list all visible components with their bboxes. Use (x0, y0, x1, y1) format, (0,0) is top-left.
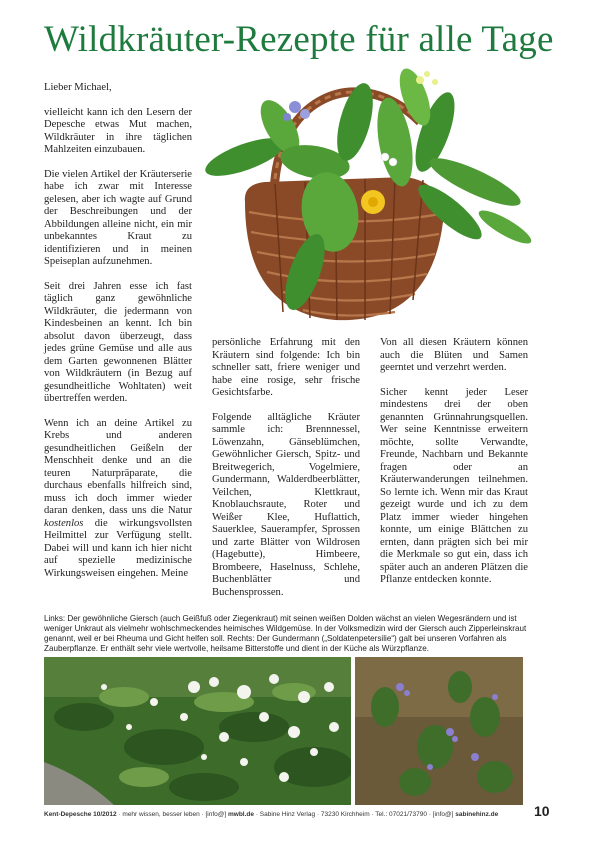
website-link[interactable]: sabinehinz.de (455, 811, 499, 818)
paragraph: Seit drei Jahren esse ich fast täglich ganz gewöhnliche Wildkräuter, die jedermann von Kindesbeinen an kennt. Ich bin absolut davon überzeugt, dass jedes grüne Gemüse und alle aus dem Garten gewonnenen Blätter von Wildkräutern (in Bezug auf gesundheitliche Wohltaten) weit übertreffen werden. (44, 280, 192, 404)
paragraph: Sicher kennt jeder Leser mindestens drei der oben genannten Grünnahrungsquellen. Wer seine Kenntnisse erweitern möchte, sollte Verwandte, Freunde, Nachbarn und Bekannte fragen oder an Kräuterwanderungen teilnehmen. So lernte ich. Wenn mir das Kraut gezeigt wurde und ich zu dem Platz immer wieder hingehen konnte, um einige Blättchen zu ernten, dann prägten sich bei mir die Merkmale so gut ein, dass ich später auch an anderen Plätzen die Pflanze entdecken konnte. (380, 386, 528, 585)
paragraph: vielleicht kann ich den Lesern der Depesche etwas Mut machen, Wildkräuter in ihre täglichen Mahlzeiten einzubauen. (44, 106, 192, 155)
paragraph: Folgende alltägliche Kräuter sammle ich: Brennnessel, Löwenzahn, Gänseblümchen, Gewöhnlicher Giersch, Spitz- und Breitwegerich, Vogelmiere, Gundermann, Walderdbeerblätter, Veilchen, Klettkraut, Knoblauchsraute, Roter und Weißer Klee, Huflattich, Sauerklee, Sauerampfer, Sprossen und zarte Blätter von Wildrosen (Hagebutte), Himbeere, Brombeere, Haselnuss, Schlehe, Buchenblätter und Buchensprossen. (212, 411, 360, 598)
giersch-photo (44, 657, 351, 805)
gundermann-photo (355, 657, 523, 805)
paragraph: Wenn ich an deine Artikel zu Krebs und anderen gesundheitlichen Geißeln der Menschheit denke und an die teuren Naturpräparate, die durchaus ebenfalls hilfreich sind, muss ich doch immer wieder daran denken, dass uns die Natur kostenlos die wirkungsvollsten Heilmittel zur Verfügung stellt. Dabei will und kann ich hier nicht auf spezielle medizinische Wirkungsweisen eingehen. Meine (44, 417, 192, 579)
page-footer: Kent-Depesche 10/2012 · mehr wissen, besser leben · [info@] mwbl.de · Sabine Hinz Verlag · 73230 Kirchheim · Tel.: 07021/73790 · [info@] sabinehinz.de (44, 811, 499, 818)
photo-caption: Links: Der gewöhnliche Giersch (auch Geißfuß oder Ziegenkraut) mit seinen weißen Dolden wächst an vielen Wegesrändern und ist weniger Unkraut als vielmehr wohlschmeckendes heimisches Wildgemüse. In der Volksmedizin wird der Giersch auch Zipperleinskraut genannt, weil er bei Rheuma und Gicht helfen soll. Rechts: Der Gundermann („Soldatenpetersilie“) galt bei unseren Vorfahren als Zauberpflanze. Er enthält sehr viele wertvolle, heilsame Bitterstoffe und dient in der Küche als Würzpflanze. (44, 614, 527, 653)
publication-name: Kent-Depesche 10/2012 (44, 811, 117, 818)
text-column-2 (212, 337, 360, 611)
website-link[interactable]: mwbl.de (228, 811, 255, 818)
salutation: Lieber Michael, (44, 82, 112, 93)
paragraph: Von all diesen Kräutern können auch die Blüten und Samen geerntet und verzehrt werden. (380, 337, 528, 373)
page-number: 10 (534, 803, 550, 819)
text-column-3 (380, 337, 528, 599)
article-title: Wildkräuter-Rezepte für alle Tage (44, 19, 554, 60)
emphasis: kostenlos (44, 517, 84, 529)
paragraph: Die vielen Artikel der Kräuterserie habe ich zwar mit Interesse gelesen, aber ich wagte auf Grund der Beschreibungen und der Abbildungen alleine nicht, ein mir unbekanntes Kraut zu identifizieren und in meinen Speiseplan aufzunehmen. (44, 168, 192, 267)
text-column-1 (44, 82, 192, 592)
paragraph: persönliche Erfahrung mit den Kräutern sind folgende: Ich bin schneller satt, friere weniger und habe eine rosige, sehr frische Gesichtsfarbe. (212, 337, 360, 398)
herb-basket-image (205, 62, 540, 332)
